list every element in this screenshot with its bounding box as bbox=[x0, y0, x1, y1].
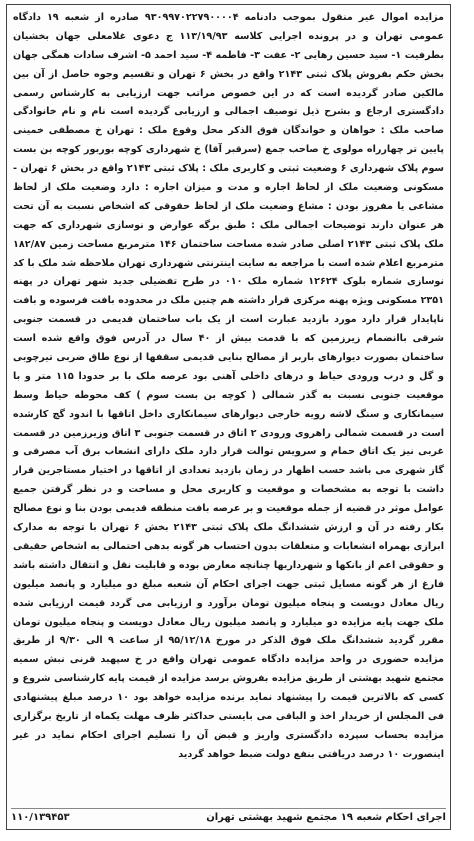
notice-issuer: اجرای احکام شعبه ۱۹ مجتمع شهید بهشتی تهران bbox=[206, 812, 446, 823]
auction-notice bbox=[6, 4, 451, 830]
notice-footer bbox=[11, 808, 446, 823]
notice-reference-number: ۱۱۰/۱۳۹۴۵۳ bbox=[11, 812, 70, 823]
notice-body-text: مزایده اموال غیر منقول بموجب دادنامه ۹۳۰۹۹۷۰۲۲۷۹۰۰۰۰۴ صادره از شعبه ۱۹ دادگاه عمومی تهران و در پرونده اجرایی کلاسه ۱۱۳/۱۹/۹۳ ج دعوی غلامعلی جهان بخشیان بطرفیت ۱- سید حسین رهایی ۲- عفت ۳- فاطمه ۴- سید احمد ۵- اشرف سادات همگی جهان بخش حکم بفروش پلاک ثبتی ۲۱۴۳ واقع در بخش ۶ تهران و تقسیم وجوه حاصل از آن بین مالکین صادر گردیده است که در این خصوص مراتب جهت ارزیابی به کارشناس رسمی دادگستری ارجاع و بشرح ذیل توصیف اجمالی و ارزیابی گردیده است نام و نام خانوادگی صاحب ملک : خواهان و خواندگان فوق الذکر محل وقوع ملک : تهران خ مصطفی خمینی پایین تر چهارراه مولوی خ صاحب جمع (سرقبر آقا) خ شهرداری کوچه بوربور کوچه بن بست سوم پلاک شهرداری ۶ وضعیت ثبتی و کاربری ملک : پلاک ثبتی ۲۱۴۳ واقع در بخش ۶ تهران - مسکونی وضعیت ملک از لحاظ اجاره و مدت و میزان اجاره : دارد وضعیت ملک از لحاظ مشاعی یا مفروز بودن : مشاع وضعیت ملک از لحاظ حقوقی که اشخاص نسبت به آن تحت هر عنوان دارند توضیحات اجمالی ملک : طبق برگه عوارض و نوسازی شهرداری که جهت ملک پلاک ثبتی ۲۱۴۳ اصلی صادر شده مساحت ساختمان ۱۴۶ مترمربع مساحت زمین ۱۸۲/۸۷ مترمربع اعلام شده است با مراجعه به سایت اینترنتی شهرداری تهران ملاحظه شد ملک با کد نوسازی شماره بلوک ۱۲۶۲۴ شماره ملک ۰۱۰ در طرح تفضیلی جدید شهر تهران در پهنه ۲۳۵۱ مسکونی ویژه پهنه مرکزی قرار داشته هم چنین ملک در محدوده بافت فرسوده و بافت ناپایدار قرار دارد مورد بازدید عبارت است از یک باب ساختمان قدیمی در قسمت جنوبی شرقی باانضمام زیرزمین که با قدمت بیش از ۴۰ سال در آدرس فوق واقع شده است ساختمان بصورت دیوارهای باربر از مصالح بنایی قدیمی سقفها از نوع طاق ضربی تیرچوبی و گل و درب ورودی حیاط و درهای داخلی آهنی بود عرصه ملک با بر حدودا ۱۱۵ متر و با موقعیت جنوبی نسبت به گذر شمالی ( کوچه بن بست سوم ) کف محوطه حیاط وسط سیمانکاری و سنگ لاشه رویه خارجی دیوارهای سیمانکاری داخل اتاقها با اندود گچ کارشده است در قسمت شمالی راهروی ورودی ۲ اتاق در قسمت جنوبی ۳ اتاق وزیرزمین در قسمت غربی نیز یک اتاق حمام و سرویس توالت قرار دارد ملک دارای انشعاب برق آب مصرفی و گاز شهری می باشد حسب اظهار در زمان بازدید تعدادی از اتاقها در اختیار مستاجرین قرار داشت با توجه به مشخصات و موقعیت و کاربری محل و مساحت و در نظر گرفتن جمیع عوامل موثر در قضیه از جمله موقعیت و بر عرصه بافت منطقه قدیمی بودن بنا و نوع مصالح بکار رفته در آن و ارزش ششدانگ ملک پلاک ثبتی ۲۱۴۳ بخش ۶ تهران با توجه به مدارک ابرازی بهمراه انشعابات و متعلقات بدون احتساب هر گونه بدهی احتمالی به اشخاص حقیقی و حقوقی اعم از بانکها و شهرداریها چنانچه معارض بوده و قابلیت نقل و انتقال داشته باشد فارغ از هر گونه مسایل ثبتی جهت اجرای احکام آن شعبه مبلغ دو میلیارد و پانصد میلیون ریال معادل دویست و پنجاه میلیون تومان برآورد و ارزیابی می گردد قیمت ارزیابی شده ملک جهت پایه مزایده دو میلیارد و پانصد میلیون ریال معادل دویست و پنجاه میلیون تومان مقرر گردید ششدانگ ملک فوق الذکر در مورخ ۹۵/۱۲/۱۸ از ساعت ۹ الی ۹/۳۰ از طریق مزایده حضوری در واحد مزایده دادگاه عمومی تهران واقع در خ سپهبد قرنی نبش سمیه مجتمع شهید بهشتی از طریق مزایده بفروش برسد مزایده از قیمت پایه کارشناسی شروع و کسی که بالاترین قیمت را پیشنهاد نماید برنده مزایده خواهد بود ۱۰ درصد مبلغ پیشنهادی فی المجلس از خریدار اخذ و الباقی می بایستی حداکثر ظرف مهلت یکماه از تاریخ برگزاری مزایده بحساب سپرده دادگستری واریز و قبض آن را تسلیم اجرای احکام نماید در غیر اینصورت ۱۰ درصد دریافتی بنفع دولت ضبط خواهد گردید bbox=[13, 12, 444, 760]
